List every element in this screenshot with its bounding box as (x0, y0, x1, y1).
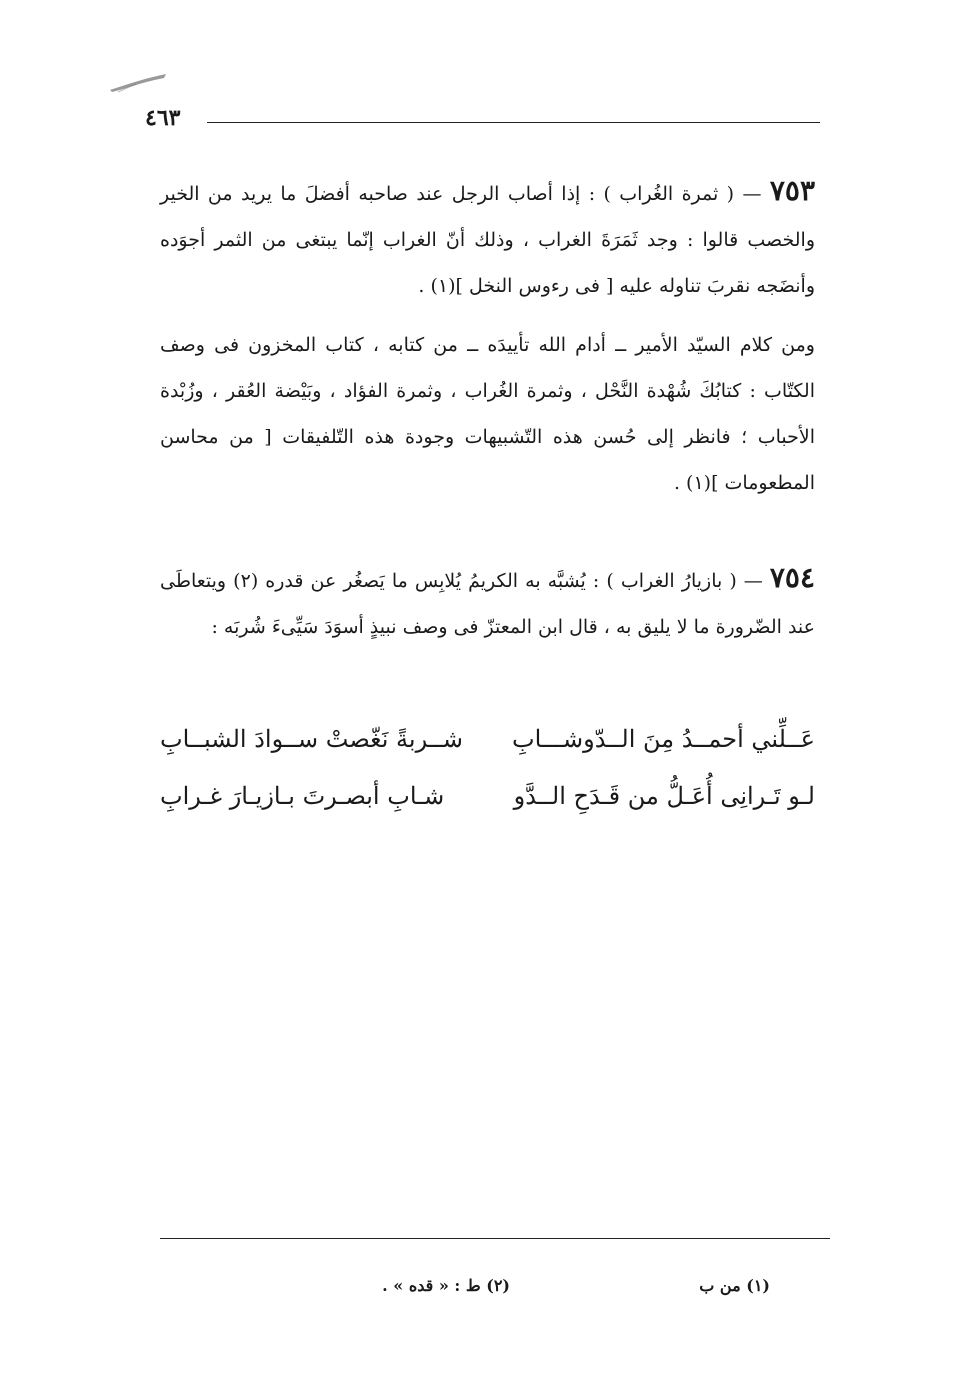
entry-753 (160, 168, 815, 309)
paragraph-text: ومن كلام السيّد الأمير ــ أدام الله تأييدَه ــ من كتابه ، كتاب المخزون فى وصف الكتّاب : كتابُكَ شُهْدة النَّحْل ، وثمرة الغُراب ، وثمرة الفؤاد ، وبَيْضة العُقر ، وزُبْدة الأحباب ؛ فانظر إلى حُسن هذه التّشبيهات وجودة هذه التّلفيقات [ من محاسن المطعومات ](١) . (160, 334, 815, 494)
footnote: (١) من ب (699, 1276, 770, 1295)
header-rule (207, 122, 820, 123)
verse-second-hemistich: شــربةً نَغّصتْ ســوادَ الشبــابِ (160, 725, 464, 753)
entry-text: — ( ثمرة الغُراب ) : إذا أصاب الرجل عند صاحبه أفضلَ ما يريد من الخير والخصب قالوا : وجد ثَمَرَةَ الغراب ، وذلك أنّ الغراب إنّما يبتغى من الثمر أجوَده وأنضَجه نقربَ تناوله عليه [ فى رءوس النخل ](١) . (160, 183, 815, 297)
verse-first-hemistich: لـو تَـرانِى أُعَـلُّ من قَـدَحِ الــدَّو (513, 782, 815, 810)
page-header (145, 105, 820, 137)
footnote-rule (160, 1238, 830, 1239)
verse-line (160, 725, 815, 777)
entry-number: ٧٥٣ (769, 174, 815, 207)
footnote: (٢) ط : « قده » . (382, 1276, 510, 1295)
verse-second-hemistich: شـابِ أبصـرتَ بـازيـارَ غـرابِ (160, 782, 445, 810)
entry-754 (160, 555, 815, 650)
entry-753-paragraph-2 (160, 322, 815, 506)
scan-smudge (108, 72, 168, 94)
entry-number: ٧٥٤ (769, 561, 815, 594)
verse-line (160, 782, 815, 834)
page-number: ٤٦٣ (145, 105, 181, 131)
entry-text: — ( بازيارُ الغراب ) : يُشبَّه به الكريمُ يُلابِس ما يَصغُر عن قدره (٢) ويتعاطَى عند الضّرورة ما لا يليق به ، قال ابن المعتزّ فى وصف نبيذٍ أسوَدَ سَيِّىءَ شُربَه : (160, 570, 815, 638)
verse-first-hemistich: عَــلِّني أحمــدُ مِنَ الــدّوشـــابِ (512, 725, 815, 753)
